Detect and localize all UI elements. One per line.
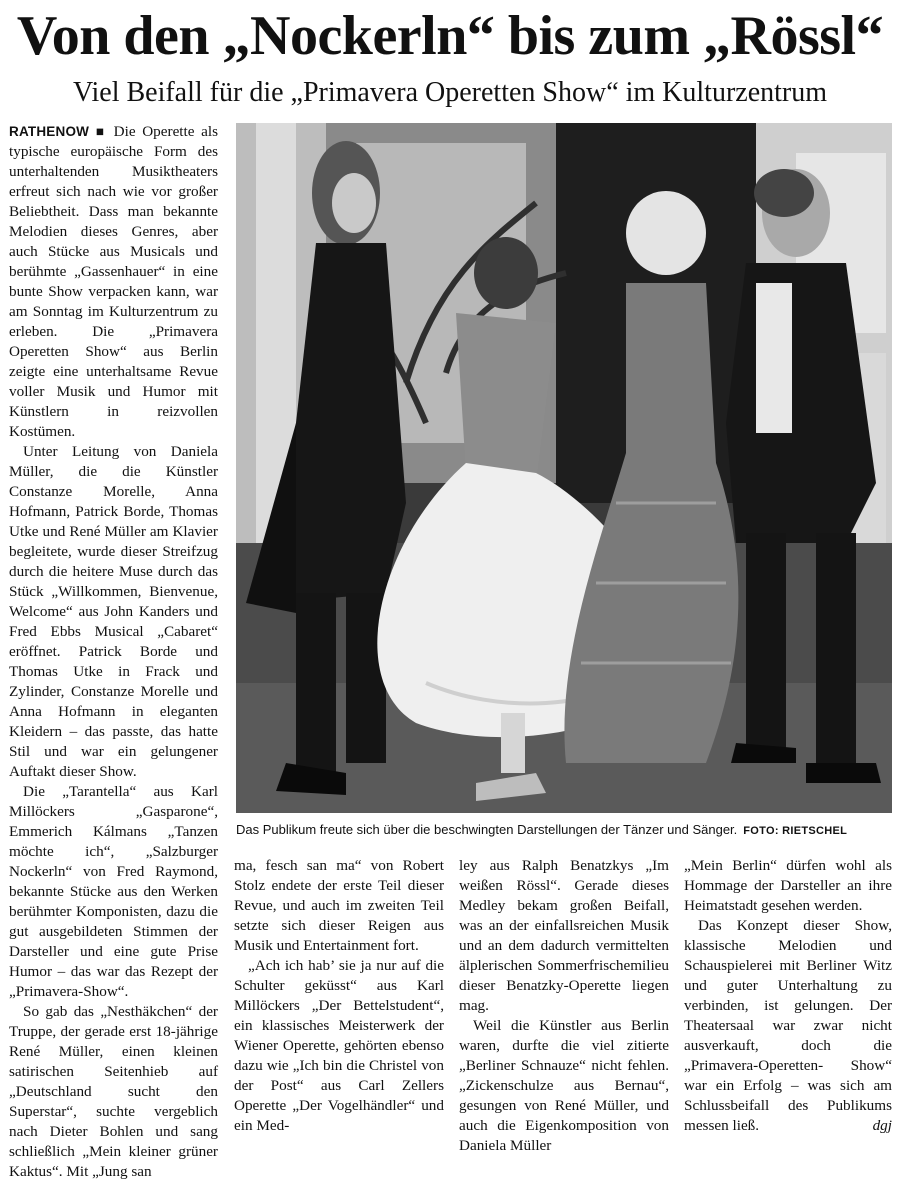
photo-credit: FOTO: RIETSCHEL bbox=[743, 825, 848, 837]
article-paragraph: „Ach ich hab’ sie ja nur auf die Schulter geküsst“ aus Karl Millöckers „Der Bettelstudent“, ein klassisches Meisterwerk der Wiener Operette, gehörten ebenso dazu wie „Ich bin die Christel von der Post“ aus Carl Zellers Operette „Der Vogelhändler“ und ein Med- bbox=[234, 957, 444, 1134]
article-paragraph: „Mein Berlin“ dürfen wohl als Hommage der Darsteller an ihre Heimatstadt gesehen werden. bbox=[684, 857, 892, 914]
article-photo bbox=[236, 123, 892, 813]
photo-caption bbox=[236, 821, 892, 840]
article-paragraph: Weil die Künstler aus Berlin waren, durfte die viel zitierte „Berliner Schnauze“ nicht fehlen. „Zickenschulze aus Bernau“, gesungen von René Müller, und auch die Eigenkomposition von Daniela Müller bbox=[459, 1017, 669, 1154]
article-paragraph: So gab das „Nesthäkchen“ der Truppe, der gerade erst 18-jährige René Müller, einen kleinen satirischen Seitenhieb auf „Deutschland sucht den Superstar“, suchte vergeblich nach Dieter Bohlen und sang schließlich „Mein kleiner grüner Kaktus“. Mit „Jung san bbox=[9, 1003, 218, 1180]
article-column-4 bbox=[684, 856, 892, 1136]
paragraph-text: Die Operette als typische europäische Form des unterhaltenden Musiktheaters erfreut sich nach wie vor großer Beliebtheit. Dass man bekannte Melodien dieses Genres, aber auch Stücke aus Musicals und berühmte „Gassenhauer“ in eine bunte Show verpacken kann, war am Sonntag im Kulturzentrum zu erleben. Die „Primavera Operetten Show“ aus Berlin zeigte eine unterhaltsame Revue voller Musik und Humor mit Künstlern in reizvollen Kostümen. bbox=[9, 123, 219, 440]
article-column-3 bbox=[459, 856, 669, 1156]
article-paragraph: Die „Tarantella“ aus Karl Millöckers „Gasparone“, Emmerich Kálmans „Tanzen möchte ich“, „Salzburger Nockerln“ von Fred Raymond, bekannte Stücke aus den Werken berühmter Komponisten, dazu die gut ausgebildeten Stimmen der Darsteller und eine gute Prise Humor – das war das Rezept der „Primavera-Show“. bbox=[9, 783, 218, 1000]
article-paragraph: Unter Leitung von Daniela Müller, die die Künstler Constanze Morelle, Anna Hofmann, Patrick Borde, Thomas Utke und René Müller am Klavier begleitete, wurde dieser Streifzug durch die heitere Muse durch das Stück „Willkommen, Bienvenue, Welcome“ aus John Kanders und Fred Ebbs Musical „Cabaret“ eröffnet. Patrick Borde und Thomas Utke in Frack und Zylinder, Constanze Morelle und Anna Hofmann in eleganten Kleidern – das passte, das hatte Stil und war ein gelungener Auftakt dieser Show. bbox=[9, 443, 218, 780]
dateline-marker: ■ bbox=[95, 124, 107, 139]
article-paragraph bbox=[9, 122, 218, 442]
article-paragraph bbox=[684, 916, 892, 1136]
dancers-illustration bbox=[236, 123, 892, 813]
paragraph-text: Das Konzept dieser Show, klassische Melodien und Schauspielerei mit Berliner Witz und guter Unterhaltung zu verbinden, ist gelungen. Der Theatersaal war zwar nicht ausverkauft, doch die „Primavera-Operetten- Show“ war ein Erfolg – was sich am Schlussbeifall des Publikums messen ließ. bbox=[684, 917, 892, 1134]
article-column-1 bbox=[9, 122, 218, 1182]
article-paragraph: ley aus Ralph Benatzkys „Im weißen Rössl“. Gerade dieses Medley bekam großen Beifall, was an der einfallsreichen Musik und an dem dadurch vermittelten älplerischen Sommerfrischemilieu dieser Benatzky-Operette liegen mag. bbox=[459, 857, 669, 1014]
author-initials: dgj bbox=[872, 1117, 892, 1134]
caption-text: Das Publikum freute sich über die beschwingten Darstellungen der Tänzer und Sänger. bbox=[236, 822, 738, 837]
headline: Von den „Nockerln“ bis zum „Rössl“ bbox=[16, 5, 884, 67]
article-column-2 bbox=[234, 856, 444, 1136]
subheadline: Viel Beifall für die „Primavera Operetten Show“ im Kulturzentrum bbox=[72, 77, 828, 108]
dateline: RATHENOW bbox=[9, 124, 90, 139]
article-paragraph: ma, fesch san ma“ von Robert Stolz endete der erste Teil dieser Revue, und auch im zweiten Teil setzte sich dieser Reigen aus Musik und Entertainment fort. bbox=[234, 857, 444, 954]
